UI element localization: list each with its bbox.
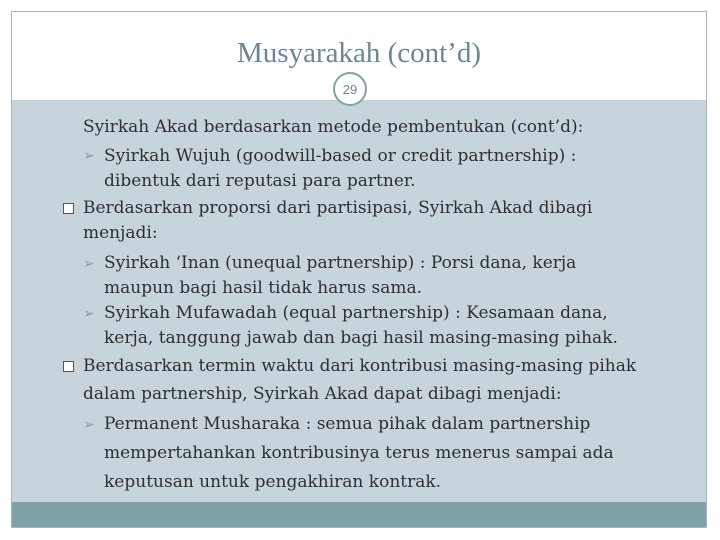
- page-number: 29: [342, 81, 358, 97]
- sub-bullet-text: Syirkah Mufawadah (equal partnership) : Kesamaan dana,: [104, 303, 608, 323]
- arrow-bullet-icon: ➢: [83, 306, 95, 322]
- sub-bullet-text: mempertahankan kontribusinya terus menerus sampai ada: [104, 443, 614, 463]
- sub-bullet-text: Syirkah ‘Inan (unequal partnership) : Porsi dana, kerja: [104, 253, 577, 273]
- sub-bullet-text: kerja, tanggung jawab dan bagi hasil masing-masing pihak.: [104, 328, 618, 348]
- sub-bullet-text: Syirkah Wujuh (goodwill-based or credit partnership) :: [104, 146, 577, 166]
- square-bullet-icon: [63, 203, 74, 214]
- sub-bullet-text: maupun bagi hasil tidak harus sama.: [104, 278, 423, 298]
- bullet-text: menjadi:: [83, 223, 158, 243]
- bullet-text: Berdasarkan proporsi dari partisipasi, Syirkah Akad dibagi: [83, 198, 593, 218]
- page-number-badge: [333, 72, 367, 106]
- sub-bullet-text: keputusan untuk pengakhiran kontrak.: [104, 472, 442, 492]
- footer-bar: [12, 502, 706, 527]
- bullet-text: Berdasarkan termin waktu dari kontribusi masing-masing pihak: [83, 356, 637, 376]
- slide-title: Musyarakah (cont’d): [237, 37, 481, 69]
- intro-line: Syirkah Akad berdasarkan metode pembentukan (cont’d):: [83, 117, 584, 137]
- arrow-bullet-icon: ➢: [83, 256, 95, 272]
- sub-bullet-text: dibentuk dari reputasi para partner.: [104, 171, 416, 191]
- sub-bullet-text: Permanent Musharaka : semua pihak dalam partnership: [104, 414, 591, 434]
- bullet-text: dalam partnership, Syirkah Akad dapat dibagi menjadi:: [83, 384, 562, 404]
- arrow-bullet-icon: ➢: [83, 148, 95, 164]
- arrow-bullet-icon: ➢: [83, 417, 95, 433]
- square-bullet-icon: [63, 361, 74, 372]
